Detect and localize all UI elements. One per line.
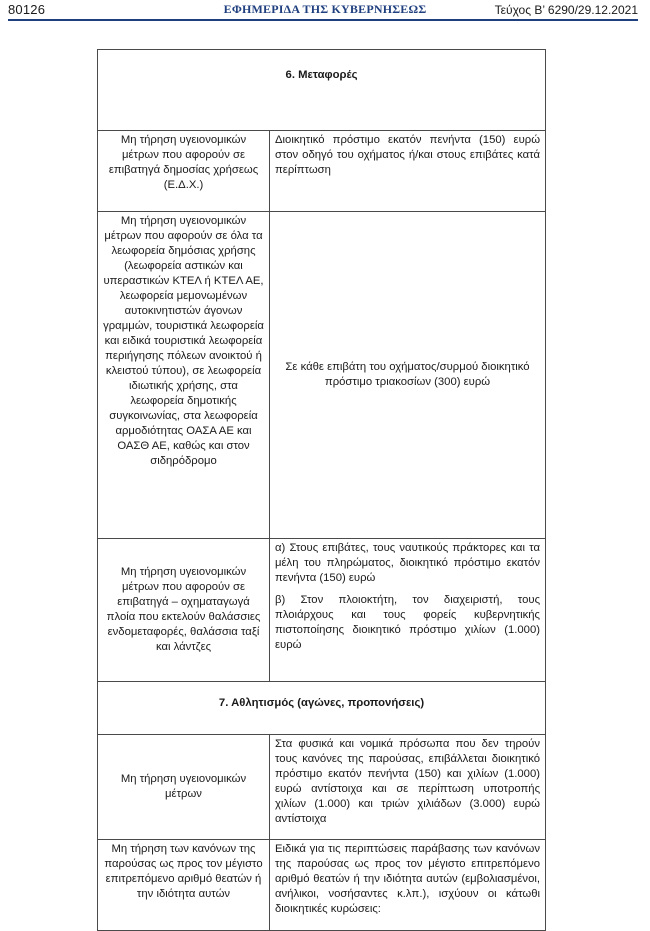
issue-number: Τεύχος Β’ 6290/29.12.2021 — [494, 3, 638, 17]
page-header — [0, 0, 650, 22]
header-divider — [8, 19, 638, 21]
violation-cell: Μη τήρηση υγειονομικών μέτρων — [98, 735, 270, 840]
section-heading-row — [98, 50, 546, 131]
penalty-cell — [270, 539, 546, 682]
section-title-sports: 7. Αθλητισμός (αγώνες, προπονήσεις) — [98, 682, 546, 735]
penalty-clause-b: β) Στον πλοιοκτήτη, τον διαχειριστή, τους πλοιάρχους και τους φορείς κυβερνητικής πιστοποίησης διοικητικό πρόστιμο χιλίων (1.000) ευρώ — [275, 594, 541, 651]
penalty-cell: Σε κάθε επιβάτη του οχήματος/συρμού διοικητικό πρόστιμο τριακοσίων (300) ευρώ — [270, 212, 546, 539]
violation-cell: Μη τήρηση υγειονομικών μέτρων που αφορούν σε όλα τα λεωφορεία δημόσιας χρήσης (λεωφορεία αστικών και υπεραστικών ΚΤΕΛ ή ΚΤΕΛ ΑΕ, λεωφορεία μεμονωμένων αυτοκινητιστών άγονων γραμμών, τουριστικά λεωφορεία και ειδικά τουριστικά λεωφορεία περιήγησης πόλεων ανοικτού ή κλειστού τύπου), σε λεωφορεία ιδιωτικής χρήσης, στα λεωφορεία δημοτικής συγκοινωνίας, στα λεωφορεία αρμοδιότητας ΟΑΣΑ ΑΕ και ΟΑΣΘ ΑΕ, καθώς και στον σιδηρόδρομο — [98, 212, 270, 539]
penalty-cell: Στα φυσικά και νομικά πρόσωπα που δεν τηρούν τους κανόνες της παρούσας, επιβάλλεται διοικητικό πρόστιμο εκατόν πενήντα (150) και χιλίων (1.000) ευρώ αντίστοιχα και σε περίπτωση υποτροπής χιλίων (1.000) και τριών χιλιάδων (3.000) ευρώ αντίστοιχα — [270, 735, 546, 840]
section-heading-row — [98, 682, 546, 735]
table-row — [98, 212, 546, 539]
penalty-cell: Ειδικά για τις περιπτώσεις παράβασης των κανόνων της παρούσας ως προς τον μέγιστο επιτρεπόμενο αριθμό θεατών ή την ιδιότητα αυτών (εμβολιασμένοι, ανήλικοι, νοσήσαντες κ.λπ.), ισχύουν οι κάτωθι διοικητικές κυρώσεις: — [270, 840, 546, 931]
penalties-table — [97, 49, 546, 931]
table-row — [98, 735, 546, 840]
table-row — [98, 539, 546, 682]
table-row — [98, 840, 546, 931]
table-row — [98, 131, 546, 212]
penalty-cell: Διοικητικό πρόστιμο εκατόν πενήντα (150) ευρώ στον οδηγό του οχήματος ή/και στους επιβάτες κατά περίπτωση — [270, 131, 546, 212]
section-title-transport: 6. Μεταφορές — [98, 50, 546, 131]
gazette-title: ΕΦΗΜΕΡΙΔΑ ΤΗΣ ΚΥΒΕΡΝΗΣΕΩΣ — [223, 2, 427, 16]
penalty-clause-a: α) Στους επιβάτες, τους ναυτικούς πράκτορες και τα μέλη του πληρώματος, διοικητικό πρόστιμο εκατόν πενήντα (150) ευρώ — [275, 542, 541, 584]
violation-cell: Μη τήρηση των κανόνων της παρούσας ως προς τον μέγιστο επιτρεπόμενο αριθμό θεατών ή την ιδιότητα αυτών — [98, 840, 270, 931]
page-number: 80126 — [8, 2, 46, 17]
violation-cell: Μη τήρηση υγειονομικών μέτρων που αφορούν σε επιβατηγά δημοσίας χρήσεως (Ε.Δ.Χ.) — [98, 131, 270, 212]
violation-cell: Μη τήρηση υγειονομικών μέτρων που αφορούν σε επιβατηγά – οχηματαγωγά πλοία που εκτελούν θαλάσσιες ενδομεταφορές, θαλάσσια ταξί και λάντζες — [98, 539, 270, 682]
